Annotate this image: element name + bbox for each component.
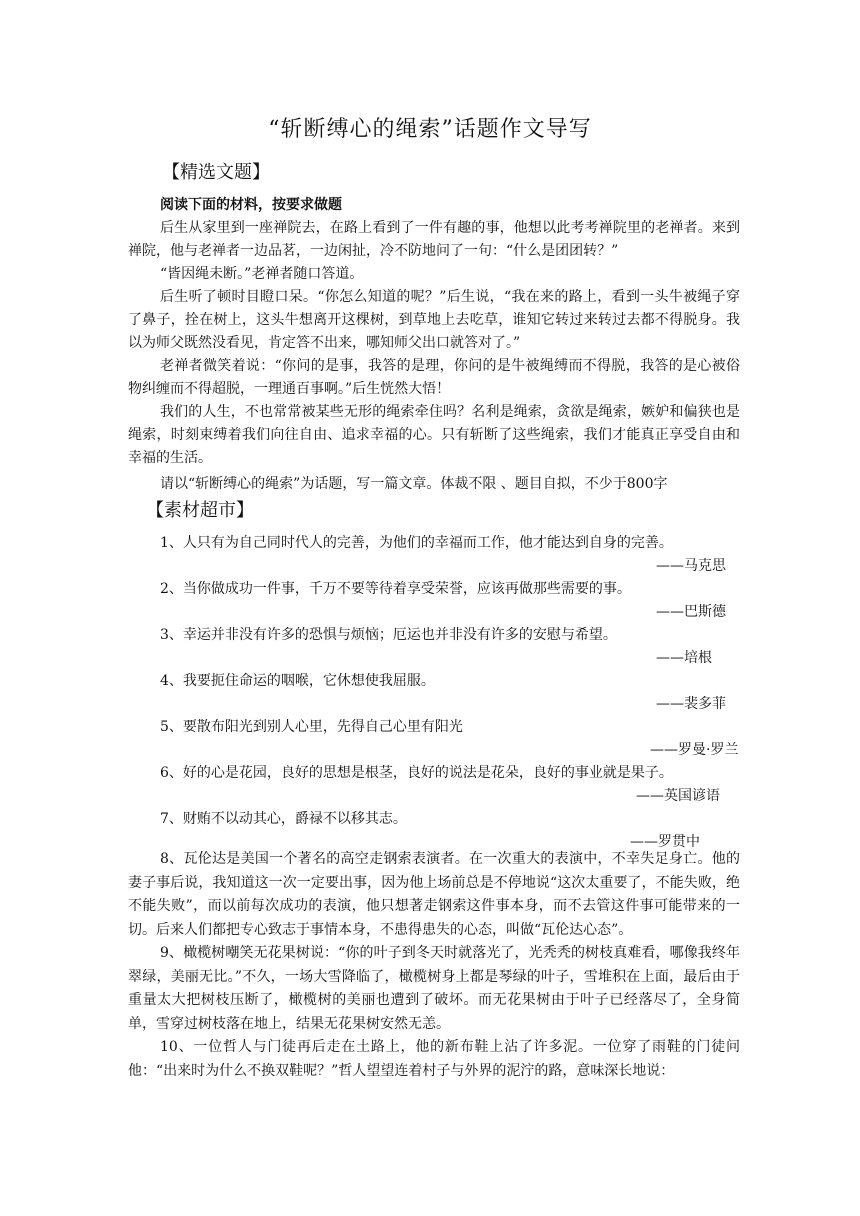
instruction-subheading: 阅读下面的材料，按要求做题 bbox=[160, 197, 342, 213]
document-title: “斩断缚心的绳索”话题作文导写 bbox=[268, 117, 592, 142]
section-heading-selected-topic: 【精选文题】 bbox=[162, 162, 270, 183]
paragraph: 后生听了顿时目瞪口呆。“你怎么知道的呢？”后生说，“我在来的路上，看到一头牛被绳子穿了鼻子，拴在树上，这头牛想离开这棵树，到草地上去吃草，谁知它转过来转过去都不得脱身。我以为师父既然没看见，肯定答不出来，哪知师父出口就答对了。” bbox=[128, 289, 740, 351]
quote-text: 4、我要扼住命运的咽喉，它休想使我屈服。 bbox=[160, 673, 435, 689]
section-heading-material: 【素材超市】 bbox=[146, 500, 254, 521]
paragraph: “皆因绳未断。”老禅者随口答道。 bbox=[160, 266, 364, 282]
quote-author: ——裴多菲 bbox=[656, 696, 726, 712]
quote-text: 3、幸运并非没有许多的恐惧与烦恼；厄运也并非没有许多的安慰与希望。 bbox=[160, 627, 617, 643]
quote-author: ——英国谚语 bbox=[636, 788, 720, 804]
story-body bbox=[128, 217, 740, 496]
story-paragraph: 10、一位哲人与门徒再后走在土路上，他的新布鞋上沾了许多泥。一位穿了雨鞋的门徒问他：“出来时为什么不换双鞋呢？”哲人望望连着村子与外界的泥泞的路，意味深长地说： bbox=[128, 1039, 740, 1079]
quote-item bbox=[128, 532, 740, 578]
quote-text: 2、当你做成功一件事，千万不要等待着享受荣誉，应该再做那些需要的事。 bbox=[160, 581, 631, 597]
quote-author: ——罗曼·罗兰 bbox=[650, 742, 739, 758]
quote-item bbox=[128, 578, 740, 624]
quote-item bbox=[128, 716, 740, 762]
writing-prompt: 请以“斩断缚心的绳索”为话题，写一篇文章。体裁不限 、题目自拟，不少于800字 bbox=[160, 476, 668, 492]
quote-text: 5、要散布阳光到别人心里，先得自己心里有阳光 bbox=[160, 719, 463, 735]
quote-text: 7、财贿不以动其心，爵禄不以移其志。 bbox=[160, 811, 407, 827]
story-list bbox=[128, 848, 740, 1083]
quote-list bbox=[128, 532, 740, 854]
quote-author: ——培根 bbox=[656, 650, 712, 666]
story-paragraph: 9、橄榄树嘲笑无花果树说：“你的叶子到冬天时就落光了，光秃秃的树枝真难看，哪像我终年翠绿，美丽无比。”不久，一场大雪降临了，橄榄树身上都是琴绿的叶子，雪堆积在上面，最后由于重量太大把树枝压断了，橄榄树的美丽也遭到了破坏。而无花果树由于叶子已经落尽了，全身简单，雪穿过树枝落在地上，结果无花果树安然无恙。 bbox=[128, 945, 740, 1032]
quote-text: 1、人只有为自己同时代人的完善，为他们的幸福而工作，他才能达到自身的完善。 bbox=[160, 535, 673, 551]
quote-author: ——马克思 bbox=[656, 558, 726, 574]
paragraph: 后生从家里到一座禅院去，在路上看到了一件有趣的事，他想以此考考禅院里的老禅者。来到禅院，他与老禅者一边品茗，一边闲扯，冷不防地问了一句：“什么是团团转？” bbox=[128, 220, 740, 259]
quote-author: ——罗贯中 bbox=[630, 834, 700, 850]
quote-item bbox=[128, 624, 740, 670]
quote-item bbox=[128, 762, 740, 808]
quote-author: ——巴斯德 bbox=[656, 604, 726, 620]
paragraph: 老禅者微笑着说：“你问的是事，我答的是理，你问的是牛被绳缚而不得脱，我答的是心被俗物纠缠而不得超脱，一理通百事啊。”后生恍然大悟！ bbox=[128, 358, 740, 397]
story-paragraph: 8、瓦伦达是美国一个著名的高空走钢索表演者。在一次重大的表演中，不幸失足身亡。他的妻子事后说，我知道这一次一定要出事，因为他上场前总是不停地说“这次太重要了，不能失败，绝不能失败”，而以前每次成功的表演，他只想著走钢索这件事本身，而不去管这件事可能带来的一切。后来人们都把专心致志于事情本身，不患得患失的心态，叫做“瓦伦达心态”。 bbox=[128, 851, 740, 938]
quote-text: 6、好的心是花园，良好的思想是根茎，良好的说法是花朵，良好的事业就是果子。 bbox=[160, 765, 673, 781]
quote-item bbox=[128, 670, 740, 716]
paragraph: 我们的人生，不也常常被某些无形的绳索牵住吗？名利是绳索，贪欲是绳索，嫉妒和偏狭也是绳索，时刻束缚着我们向往自由、追求幸福的心。只有斩断了这些绳索，我们才能真正享受自由和幸福的生活。 bbox=[128, 404, 740, 466]
